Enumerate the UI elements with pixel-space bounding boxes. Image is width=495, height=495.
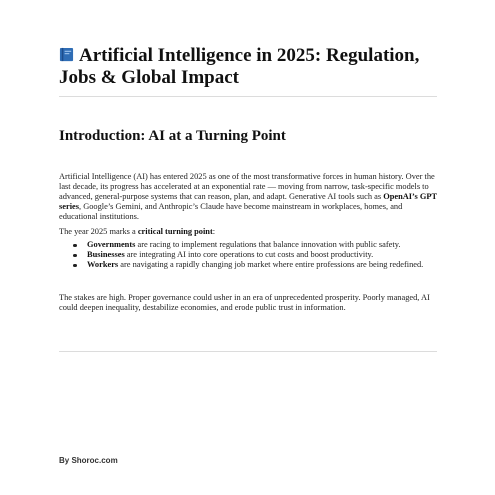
document-title-text: Artificial Intelligence in 2025: Regulation, Jobs & Global Impact: [59, 45, 420, 88]
intro-paragraph: [59, 172, 437, 222]
document-page: [59, 0, 437, 495]
book-icon: [59, 47, 74, 62]
list-item-bold: Governments: [87, 240, 136, 249]
bullet-dot-icon: [73, 244, 77, 248]
document-title: [59, 45, 437, 89]
list-item: [59, 250, 437, 260]
section-heading: Introduction: AI at a Turning Point: [59, 128, 286, 144]
list-item: [59, 260, 437, 270]
top-divider: [59, 96, 437, 97]
bullet-dot-icon: [73, 264, 77, 268]
stakeholder-list: [59, 240, 437, 270]
turning-point-text-end: :: [212, 227, 216, 236]
intro-bold-gpt: OpenAI’s GPT series: [59, 192, 437, 211]
stakes-paragraph: The stakes are high. Proper governance could usher in an era of unprecedented prosperity. Poorly managed, AI could deepen inequality, destabilize economies, and erode public trust in information.: [59, 293, 430, 312]
bullet-dot-icon: [73, 254, 77, 258]
footer-credit: By Shoroc.com: [59, 456, 118, 465]
list-item-text: are racing to implement regulations that balance innovation with public safety.: [135, 240, 401, 249]
bottom-divider: [59, 351, 437, 352]
turning-point-paragraph: [59, 227, 437, 237]
list-item-text: are integrating AI into core operations to cut costs and boost productivity.: [124, 250, 374, 259]
list-item: [59, 240, 437, 250]
turning-point-bold: critical turning point: [137, 227, 213, 236]
intro-text-start: Artificial Intelligence (AI) has entered 2025 as one of the most transformative forces in human history. Over the last decade, its progress has accelerated at an exponential rate — moving from narrow, task-specific models to advanced, general-purpose systems that can reason, plan, and adapt. Generative AI tools such as: [59, 172, 435, 201]
list-item-bold: Businesses: [87, 250, 125, 259]
list-item-bold: Workers: [87, 260, 119, 269]
turning-point-text-start: The year 2025 marks a: [59, 227, 138, 236]
list-item-text: are navigating a rapidly changing job market where entire professions are being redefined.: [118, 260, 424, 269]
intro-text-end: , Google’s Gemini, and Anthropic’s Claude have become mainstream in workplaces, homes, and educational institutions.: [59, 202, 403, 221]
